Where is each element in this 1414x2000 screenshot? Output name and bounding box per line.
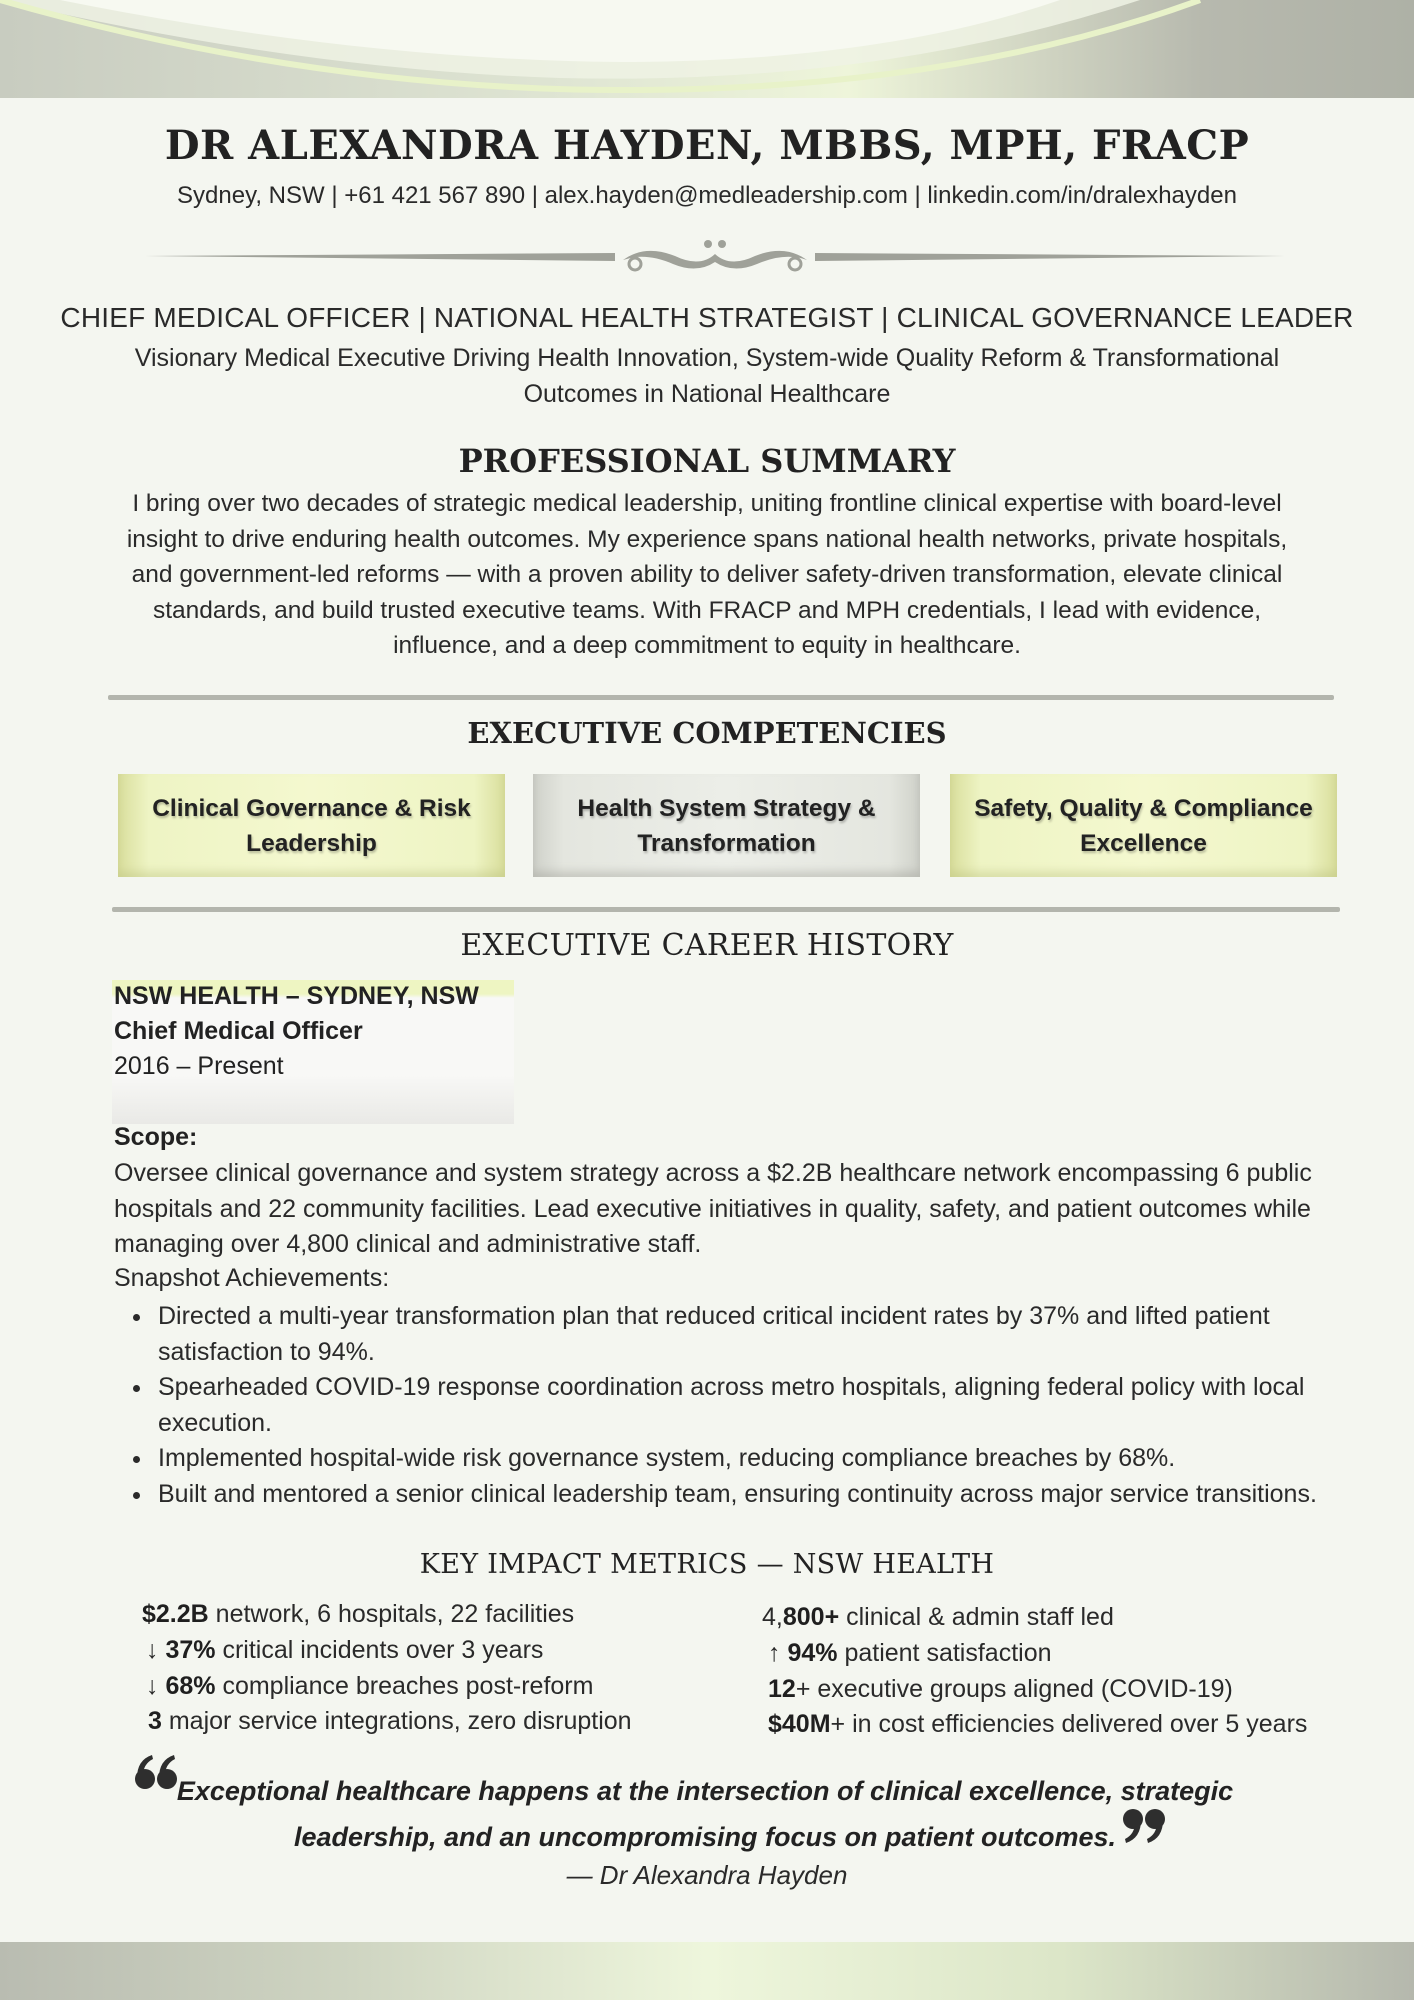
metric-value: 3: [148, 1707, 162, 1735]
job-title: Chief Medical Officer: [114, 1017, 363, 1045]
summary-paragraph: I bring over two decades of strategic medical leadership, uniting frontline clinical expertise with board-level insight to drive enduring health outcomes. My experience spans national health networks, private hospitals, and government-led reforms — with a proven ability to deliver safety-driven transformation, elevate clinical standards, and build trusted executive teams. With FRACP and MPH credentials, I lead with evidence, influence, and a deep commitment to equity in healthcare.: [126, 490, 1288, 659]
metric-label: patient satisfaction: [837, 1639, 1052, 1667]
achievements-label: Snapshot Achievements:: [114, 1264, 390, 1292]
quote-author: — Dr Alexandra Hayden: [566, 1860, 848, 1890]
summary-heading: PROFESSIONAL SUMMARY: [458, 442, 956, 480]
metric-label: major service integrations, zero disruption: [161, 1707, 632, 1735]
metric-value: 68%: [165, 1672, 216, 1700]
metric-label: network, 6 hospitals, 22 facilities: [208, 1600, 575, 1628]
metric-value: $2.2B: [142, 1600, 209, 1628]
scope-paragraph: Oversee clinical governance and system strategy across a $2.2B healthcare network encompassing 6 public hospitals and 22 community facilities. Lead executive initiatives in quality, safety, and patient outcomes while managing over 4,800 clinical and administrative staff.: [114, 1159, 1312, 1258]
close-quote-icon: [1122, 1806, 1166, 1846]
metric-label: critical incidents over 3 years: [215, 1636, 544, 1664]
metric-prefix: 4,: [762, 1603, 783, 1631]
competency-card-quality: Safety, Quality & Compliance Excellence: [950, 774, 1337, 877]
metric-value: 94%: [787, 1639, 838, 1667]
metric-value: $40M: [768, 1710, 831, 1738]
header-decorative-band: [0, 0, 1414, 98]
job-organization: NSW HEALTH – SYDNEY, NSW: [114, 982, 479, 1010]
up-arrow-icon: ↑: [768, 1639, 781, 1667]
metric-left-1: [142, 1600, 574, 1629]
metric-right-4: [768, 1710, 1307, 1739]
section-divider: [108, 695, 1334, 700]
metric-label: + in cost efficiencies delivered over 5 years: [830, 1710, 1308, 1738]
achievement-item: Built and mentored a senior clinical leadership team, ensuring continuity across major service transitions.: [114, 1477, 1346, 1513]
metric-right-2: [768, 1639, 1052, 1668]
achievement-item: Implemented hospital-wide risk governance system, reducing compliance breaches by 68%.: [114, 1441, 1346, 1477]
metric-left-3: [146, 1672, 593, 1701]
professional-tagline: Visionary Medical Executive Driving Health Innovation, System-wide Quality Reform & Transformational Outcomes in National Healthcare: [134, 344, 1280, 408]
contact-line: Sydney, NSW | +61 421 567 890 | alex.hayden@medleadership.com | linkedin.com/in/dralexhayden: [177, 182, 1237, 209]
professional-headline: CHIEF MEDICAL OFFICER | NATIONAL HEALTH STRATEGIST | CLINICAL GOVERNANCE LEADER: [60, 302, 1354, 333]
achievement-item: Spearheaded COVID-19 response coordination across metro hospitals, aligning federal policy with local execution.: [114, 1370, 1346, 1441]
metric-label: clinical & admin staff led: [839, 1603, 1114, 1631]
metric-value: 800+: [782, 1603, 840, 1631]
section-divider: [112, 907, 1340, 912]
down-arrow-icon: ↓: [146, 1672, 159, 1700]
footer-decorative-band: [0, 1942, 1414, 2000]
metric-right-1: [762, 1603, 1114, 1632]
competency-card-strategy: Health System Strategy & Transformation: [533, 774, 920, 877]
closing-quote-text: Exceptional healthcare happens at the intersection of clinical excellence, strategic leadership, and an uncompromising focus on patient outcomes.: [176, 1776, 1234, 1852]
scope-label: Scope:: [114, 1123, 198, 1151]
metrics-heading: KEY IMPACT METRICS — NSW HEALTH: [419, 1549, 995, 1580]
competencies-heading: EXECUTIVE COMPETENCIES: [467, 716, 947, 750]
metric-value: 37%: [165, 1636, 216, 1664]
candidate-name: DR ALEXANDRA HAYDEN, MBBS, MPH, FRACP: [164, 122, 1250, 169]
metric-left-4: [148, 1707, 632, 1736]
header-swoosh-graphic: [0, 0, 1414, 98]
metric-value: 12: [768, 1675, 796, 1703]
career-heading: EXECUTIVE CAREER HISTORY: [460, 928, 954, 963]
achievement-item: Directed a multi-year transformation plan that reduced critical incident rates by 37% and lifted patient satisfaction to 94%.: [114, 1299, 1346, 1370]
metric-label: + executive groups aligned (COVID-19): [795, 1675, 1233, 1703]
job-dates: 2016 – Present: [114, 1052, 284, 1080]
achievements-list: [114, 1299, 1346, 1512]
down-arrow-icon: ↓: [146, 1636, 159, 1664]
ornamental-divider-icon: [145, 234, 1285, 282]
metric-left-2: [146, 1636, 543, 1665]
metric-right-3: [768, 1675, 1233, 1704]
competency-card-governance: Clinical Governance & Risk Leadership: [118, 774, 505, 877]
metric-label: compliance breaches post-reform: [215, 1672, 594, 1700]
